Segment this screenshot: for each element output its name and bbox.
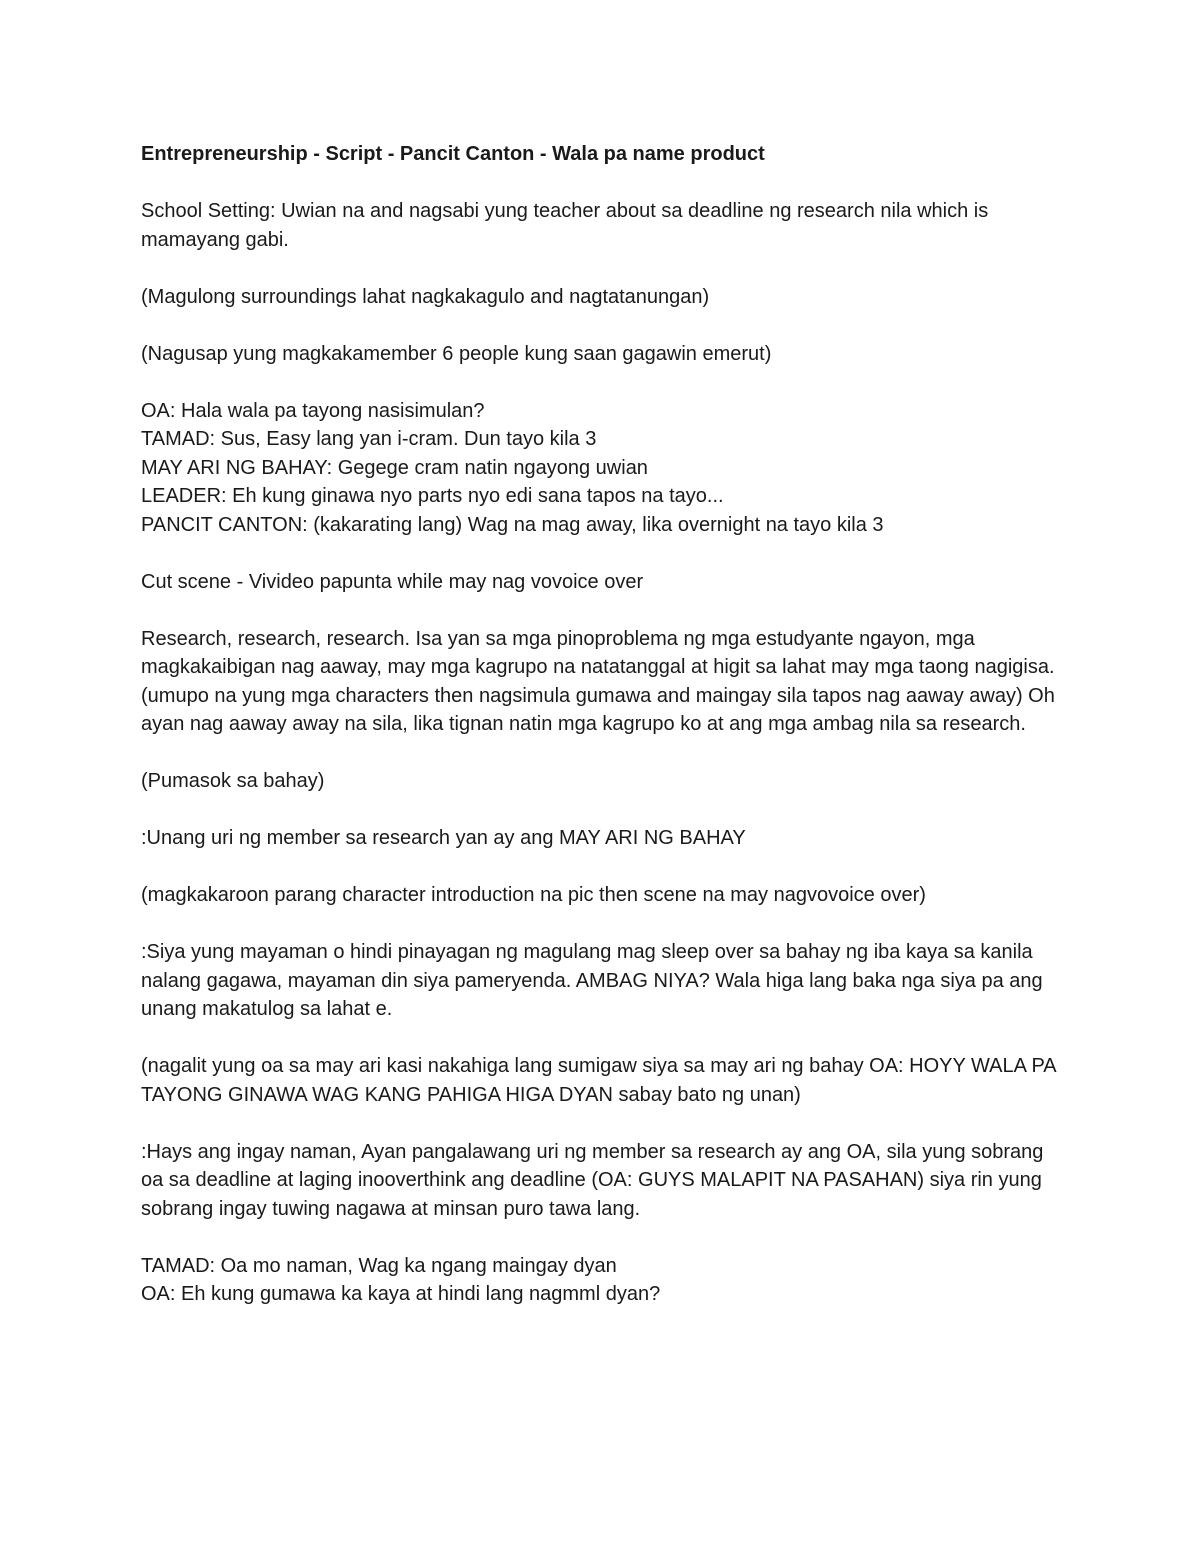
paragraph [141, 197, 1071, 254]
paragraph-line: (nagalit yung oa sa may ari kasi nakahiga lang sumigaw siya sa may ari ng bahay OA: HOYY WALA PA TAYONG GINAWA WAG KANG PAHIGA HIGA DYAN sabay bato ng unan) [141, 1055, 1056, 1106]
paragraph-line: LEADER: Eh kung ginawa nyo parts nyo edi sana tapos na tayo... [141, 485, 724, 507]
paragraph [141, 340, 1071, 369]
paragraph-line: TAMAD: Oa mo naman, Wag ka ngang maingay dyan [141, 1254, 617, 1277]
paragraph-line: :Unang uri ng member sa research yan ay ang MAY ARI NG BAHAY [141, 827, 746, 849]
paragraph-line: :Hays ang ingay naman, Ayan pangalawang uri ng member sa research ay ang OA, sila yung sobrang oa sa deadline at laging inooverthink ang deadline (OA: GUYS MALAPIT NA PASAHAN) siya rin yung sobrang ingay tuwing nagawa at minsan puro tawa lang. [141, 1140, 1044, 1220]
document-title: Entrepreneurship - Script - Pancit Canton - Wala pa name product [141, 143, 765, 165]
paragraph-line: (Nagusap yung magkakamember 6 people kung saan gagawin emerut) [141, 342, 772, 365]
paragraph-line: (Pumasok sa bahay) [141, 770, 325, 792]
paragraph-line: PANCIT CANTON: (kakarating lang) Wag na mag away, lika overnight na tayo kila 3 [141, 513, 884, 536]
paragraph [141, 283, 1071, 312]
document-body [141, 197, 1071, 1309]
paragraph [141, 938, 1071, 1024]
paragraph-line: OA: Hala wala pa tayong nasisimulan? [141, 399, 485, 422]
paragraph [141, 824, 1071, 853]
paragraph [141, 1052, 1071, 1109]
paragraph [141, 568, 1071, 597]
paragraph-line: School Setting: Uwian na and nagsabi yung teacher about sa deadline ng research nila which is mamayang gabi. [141, 200, 989, 251]
paragraph [141, 625, 1071, 739]
paragraph-line: Research, research, research. Isa yan sa mga pinoproblema ng mga estudyante ngayon, mga magkakaibigan nag aaway, may mga kagrupo na natatanggal at higit sa lahat may mga taong nagigisa. (umupo na yung mga characters then nagsimula gumawa and maingay sila tapos nag aaway away) Oh ayan nag aaway away na sila, lika tignan natin mga kagrupo ko at ang mga ambag nila sa research. [141, 627, 1055, 735]
paragraph-line: MAY ARI NG BAHAY: Gegege cram natin ngayong uwian [141, 456, 648, 479]
document-page [141, 140, 1071, 1337]
paragraph-line: :Siya yung mayaman o hindi pinayagan ng magulang mag sleep over sa bahay ng iba kaya sa kanila nalang gagawa, mayaman din siya pameryenda. AMBAG NIYA? Wala higa lang baka nga siya pa ang unang makatulog sa lahat e. [141, 941, 1043, 1020]
paragraph-line: (magkakaroon parang character introduction na pic then scene na may nagvovoice over) [141, 884, 926, 906]
paragraph-line: OA: Eh kung gumawa ka kaya at hindi lang nagmml dyan? [141, 1283, 661, 1305]
paragraph-line: Cut scene - Vivideo papunta while may nag vovoice over [141, 570, 644, 593]
paragraph-line: TAMAD: Sus, Easy lang yan i-cram. Dun tayo kila 3 [141, 428, 597, 450]
paragraph [141, 881, 1071, 910]
paragraph [141, 1138, 1071, 1224]
paragraph-line: (Magulong surroundings lahat nagkakagulo and nagtatanungan) [141, 285, 710, 308]
paragraph [141, 397, 1071, 540]
paragraph [141, 767, 1071, 796]
paragraph [141, 1252, 1071, 1309]
